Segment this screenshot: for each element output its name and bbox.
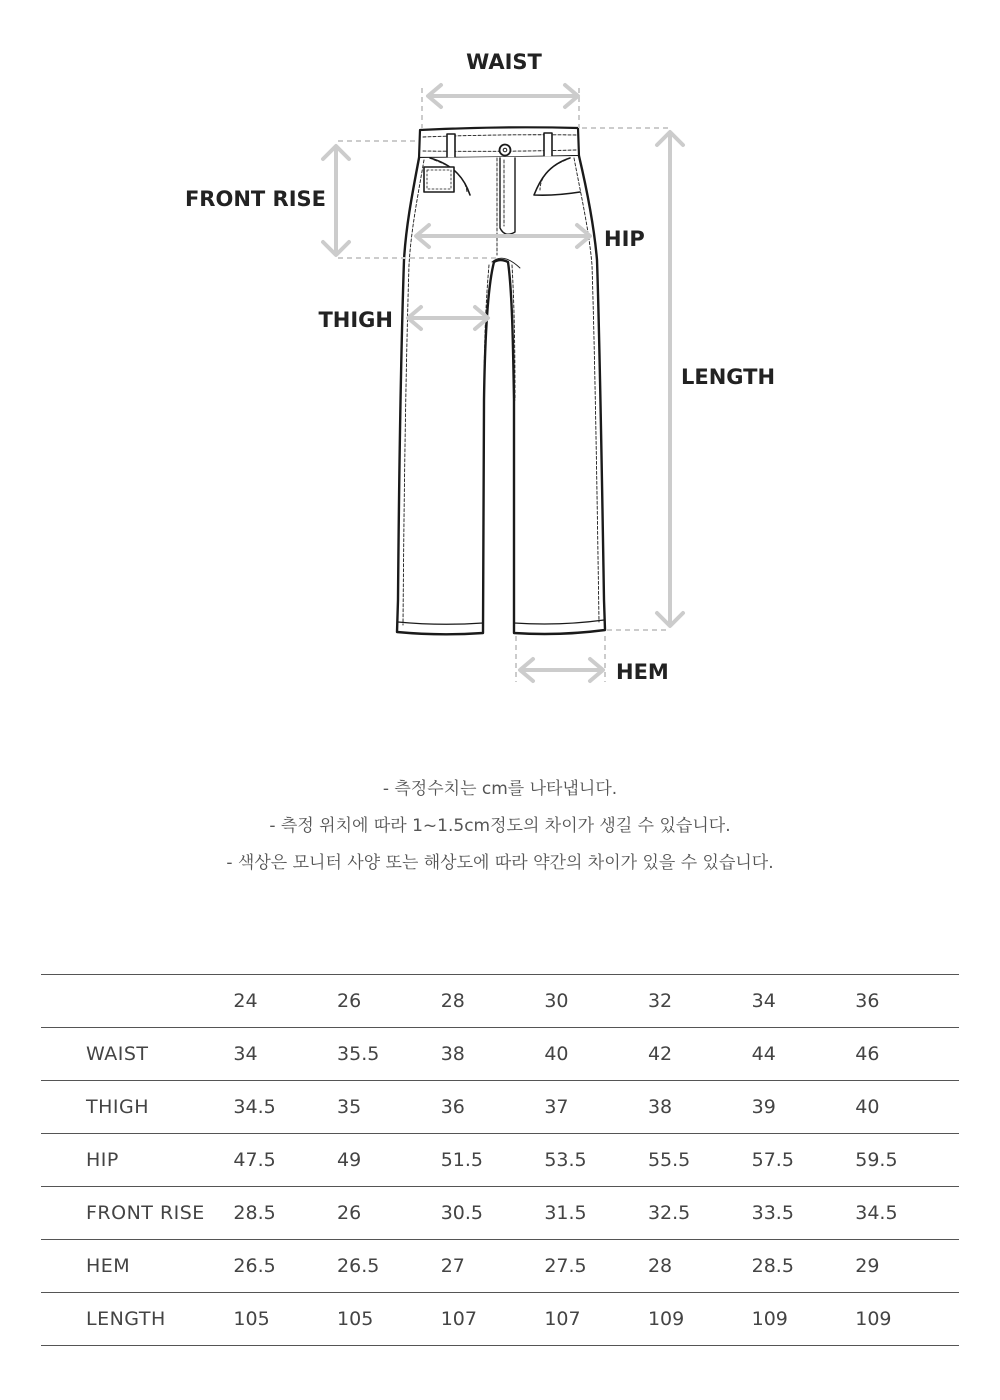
table-cell: 44 [751, 1043, 776, 1065]
row-label: HEM [86, 1255, 131, 1277]
table-cell: 105 [233, 1308, 270, 1330]
size-header: 36 [855, 990, 880, 1012]
table-cell: 26.5 [337, 1255, 380, 1277]
note-unit: - 측정수치는 cm를 나타냅니다. [382, 779, 618, 799]
table-cell: 37 [544, 1096, 569, 1118]
size-header: 34 [751, 990, 776, 1012]
table-cell: 40 [855, 1096, 880, 1118]
waist-label: WAIST [466, 50, 542, 74]
table-cell: 107 [440, 1308, 477, 1330]
table-cell: 39 [751, 1096, 776, 1118]
table-cell: 27 [440, 1255, 465, 1277]
table-cell: 49 [337, 1149, 362, 1171]
table-cell: 36 [440, 1096, 465, 1118]
size-chart-table [41, 974, 959, 1346]
hem-arrow [520, 659, 603, 681]
table-cell: 105 [337, 1308, 374, 1330]
table-cell: 28 [647, 1255, 673, 1277]
front-rise-label: FRONT RISE [184, 187, 326, 211]
table-row-thigh [41, 1081, 959, 1134]
table-cell: 27.5 [544, 1255, 587, 1277]
row-label: WAIST [86, 1043, 149, 1065]
header-empty-cell [41, 975, 233, 1028]
hip-label: HIP [604, 227, 645, 251]
table-cell: 34 [233, 1043, 258, 1065]
length-arrow [657, 132, 683, 626]
note-tolerance: - 측정 위치에 따라 1~1.5cm정도의 차이가 생길 수 있습니다. [269, 816, 731, 836]
table-cell: 51.5 [440, 1149, 483, 1171]
table-cell: 28.5 [751, 1255, 794, 1277]
size-header: 30 [544, 990, 569, 1012]
pants-sketch [397, 127, 605, 634]
table-cell: 38 [440, 1043, 465, 1065]
table-cell: 30.5 [440, 1202, 483, 1224]
table-cell: 59.5 [855, 1149, 898, 1171]
table-cell: 109 [647, 1308, 685, 1330]
table-row-hem [41, 1240, 959, 1293]
size-header: 32 [647, 990, 673, 1012]
table-cell: 38 [647, 1096, 673, 1118]
table-cell: 57.5 [751, 1149, 794, 1171]
hem-label: HEM [616, 660, 669, 684]
table-cell: 35.5 [337, 1043, 380, 1065]
table-cell: 34.5 [855, 1202, 898, 1224]
table-cell: 31.5 [544, 1202, 587, 1224]
table-cell: 42 [647, 1043, 673, 1065]
table-cell: 40 [544, 1043, 569, 1065]
table-row-length [41, 1293, 959, 1346]
row-label: FRONT RISE [86, 1202, 205, 1224]
size-header: 26 [337, 990, 362, 1012]
measurement-notes [0, 774, 1000, 885]
table-cell: 26 [337, 1202, 362, 1224]
table-header-row [41, 975, 959, 1028]
table-cell: 28.5 [233, 1202, 276, 1224]
table-cell: 55.5 [647, 1149, 691, 1171]
table-cell: 34.5 [233, 1096, 276, 1118]
table-cell: 33.5 [751, 1202, 794, 1224]
size-header: 24 [233, 990, 258, 1012]
table-cell: 53.5 [544, 1149, 587, 1171]
note-color: - 색상은 모니터 사양 또는 해상도에 따라 약간의 차이가 있을 수 있습니다. [226, 853, 774, 873]
table-cell: 29 [855, 1255, 880, 1277]
row-label: HIP [86, 1149, 119, 1171]
table-cell: 109 [751, 1308, 788, 1330]
front-rise-arrow [323, 146, 349, 255]
row-label: LENGTH [86, 1308, 166, 1330]
table-row-hip [41, 1134, 959, 1187]
table-cell: 47.5 [233, 1149, 276, 1171]
table-cell: 32.5 [647, 1202, 691, 1224]
row-label: THIGH [86, 1096, 150, 1118]
table-row-front-rise [41, 1187, 959, 1240]
table-cell: 46 [855, 1043, 880, 1065]
table-cell: 35 [337, 1096, 362, 1118]
waist-arrow [428, 85, 578, 107]
table-cell: 26.5 [233, 1255, 276, 1277]
thigh-label: THIGH [318, 308, 393, 332]
length-label: LENGTH [681, 365, 776, 389]
table-cell: 109 [855, 1308, 892, 1330]
table-cell: 107 [544, 1308, 581, 1330]
table-row-waist [41, 1028, 959, 1081]
size-header: 28 [440, 990, 465, 1012]
